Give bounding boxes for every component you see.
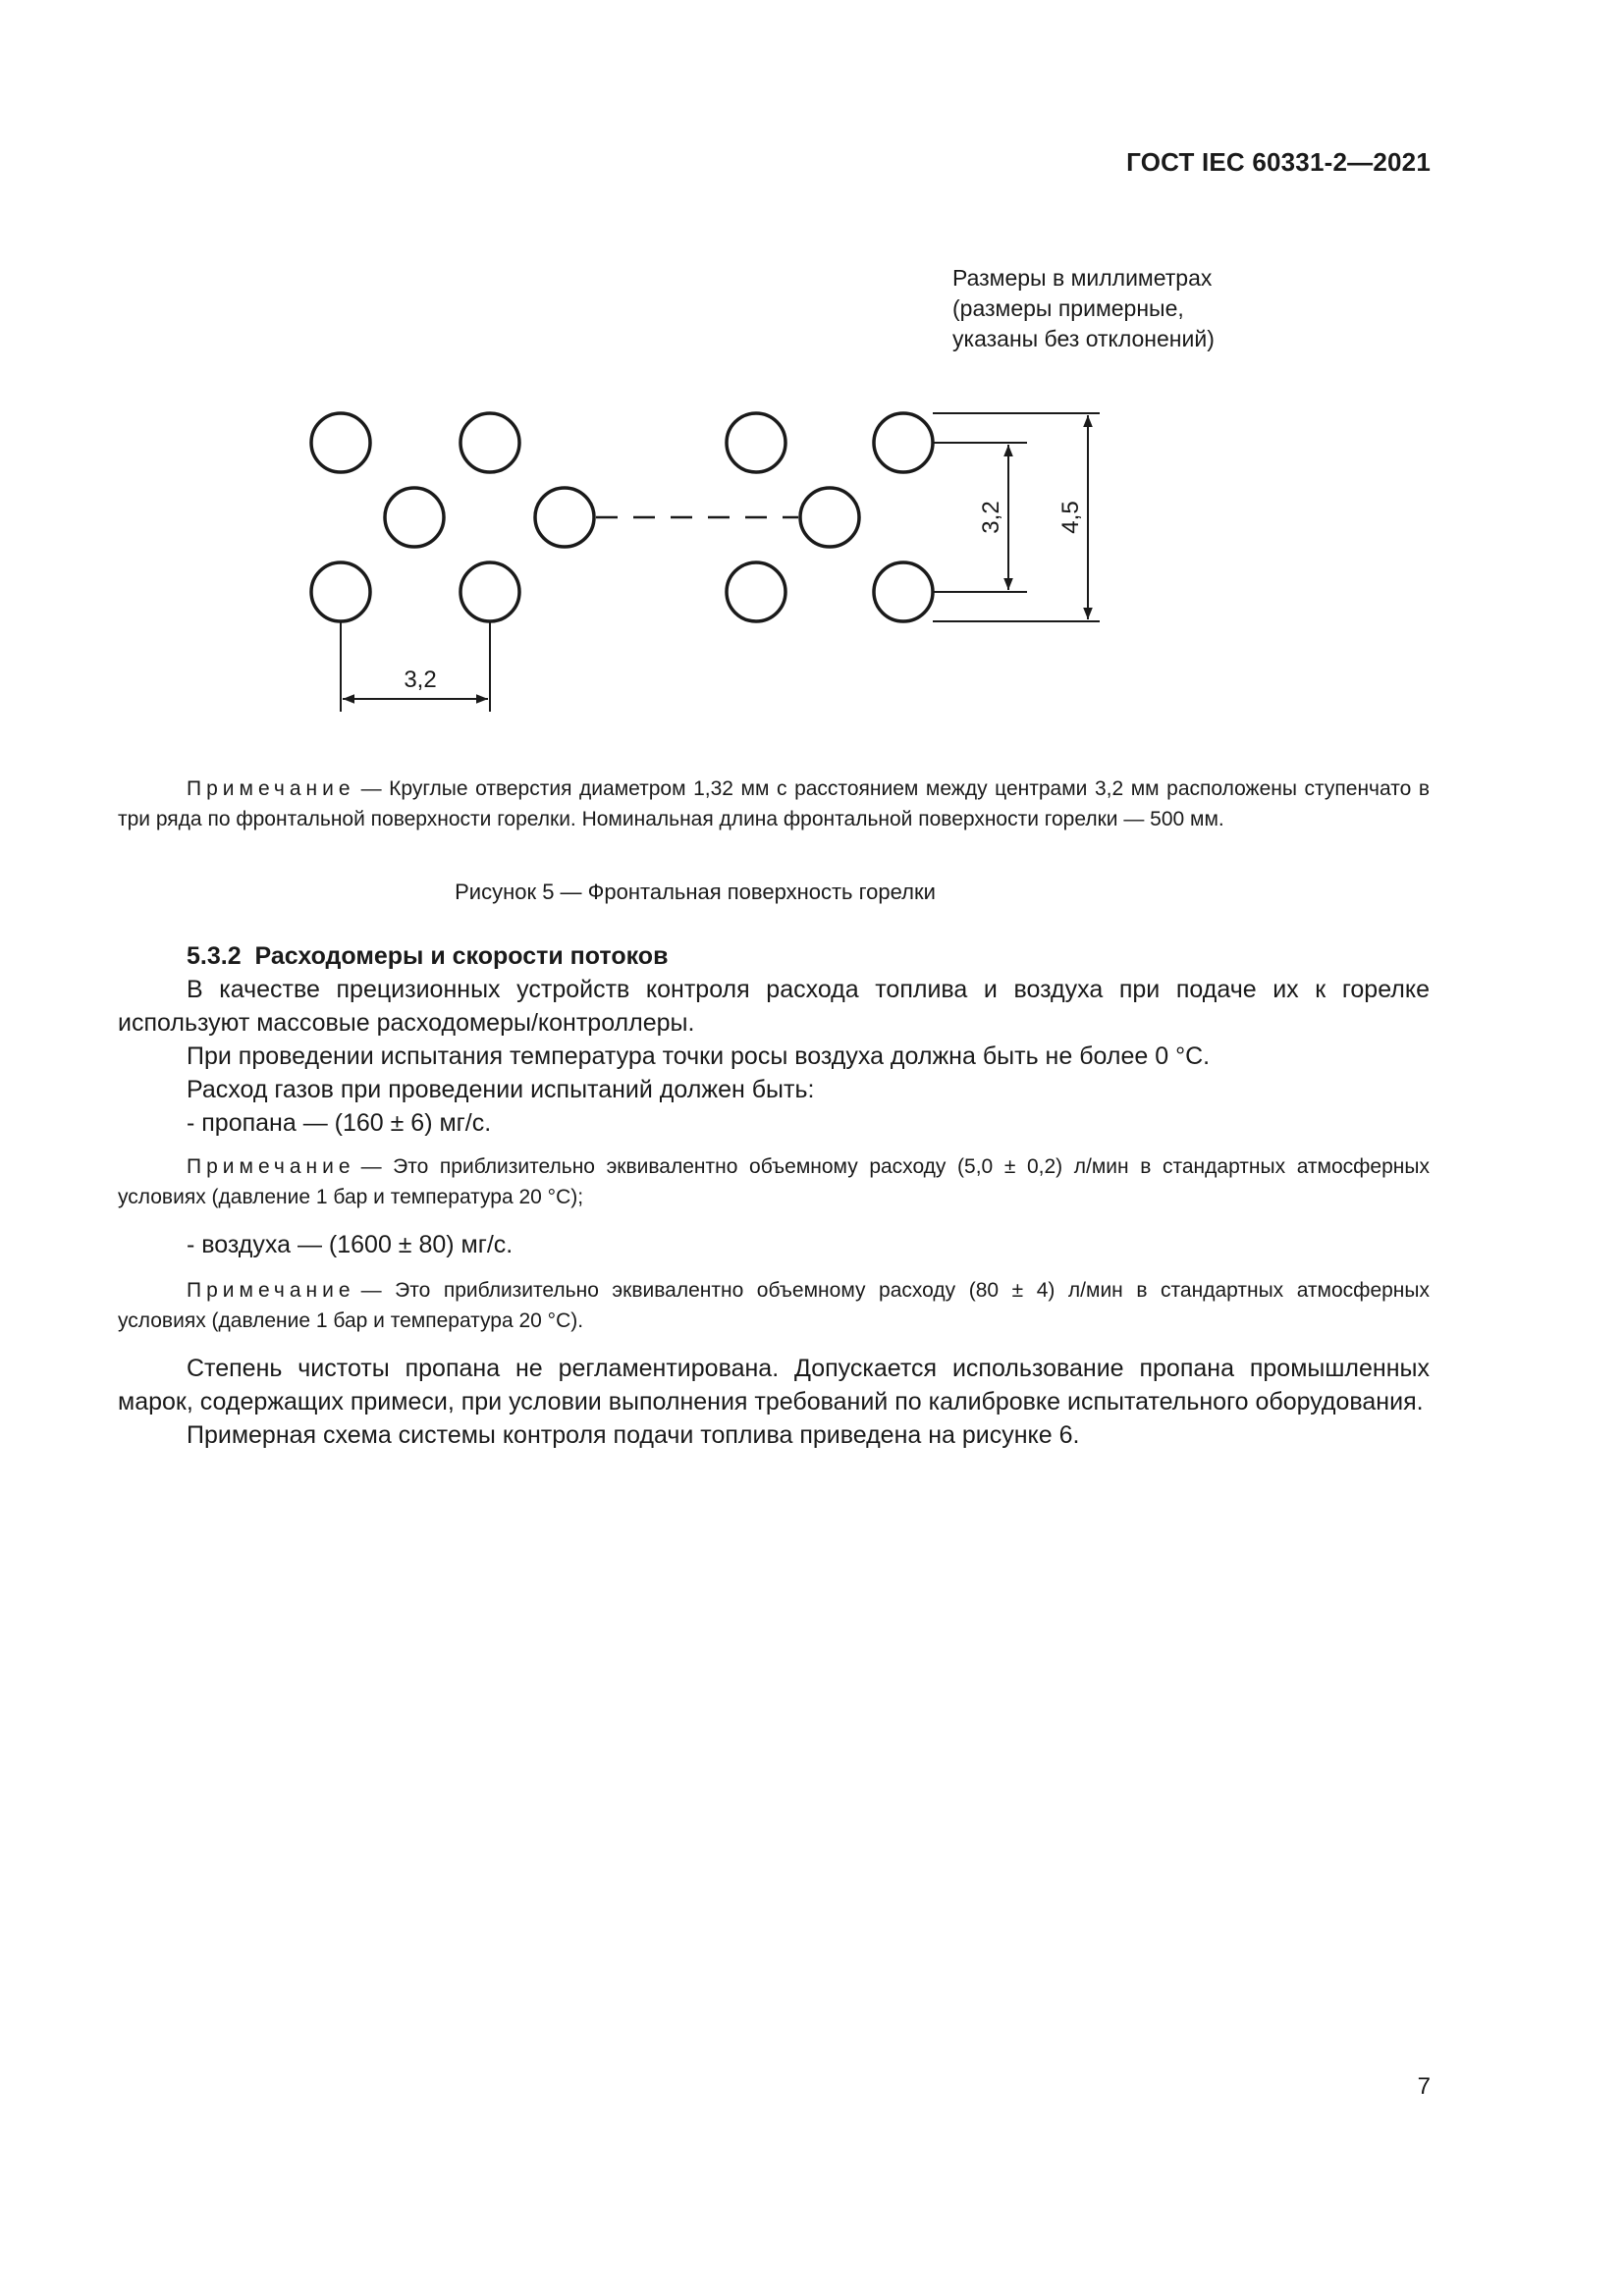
paragraph-2: При проведении испытания температура точки росы воздуха должна быть не более 0 °С. xyxy=(187,1042,1211,1070)
note-propane xyxy=(118,1151,1430,1212)
section-title: Расходомеры и скорости потоков xyxy=(254,942,669,970)
figure-note-label: Примечание xyxy=(187,777,355,800)
note-air-label: Примечание xyxy=(187,1279,355,1302)
burner-face-figure xyxy=(0,0,1624,746)
paragraph-1: В качестве прецизионных устройств контроля расхода топлива и воздуха при подаче их к горелке используют массовые расходомеры/контроллеры. xyxy=(118,976,1430,1037)
figure-note-text: — Круглые отверстия диаметром 1,32 мм с расстоянием между центрами 3,2 мм расположены ступенчато в три ряда по фронтальной поверхности горелки. Номинальная длина фронтальной поверхности горелки — 500 мм. xyxy=(118,777,1430,830)
hole-circle xyxy=(800,488,859,547)
note-propane-label: Примечание xyxy=(187,1155,355,1178)
list-item-propane: - пропана — (160 ± 6) мг/с. xyxy=(187,1109,492,1137)
section-number: 5.3.2 xyxy=(187,942,242,970)
note-air xyxy=(118,1275,1430,1336)
list-item-air: - воздуха — (1600 ± 80) мг/с. xyxy=(187,1231,514,1258)
section-block-2 xyxy=(118,1352,1430,1452)
hole-circle xyxy=(311,413,370,472)
dimensions-line-2: (размеры примерные, xyxy=(952,295,1184,321)
hole-circle xyxy=(460,562,519,621)
hole-circle xyxy=(874,562,933,621)
hole-circle xyxy=(385,488,444,547)
hole-circle xyxy=(311,562,370,621)
horizontal-dimension-label: 3,2 xyxy=(404,667,437,693)
hole-circle xyxy=(727,562,785,621)
hole-circle xyxy=(727,413,785,472)
hole-circle xyxy=(874,413,933,472)
page-number: 7 xyxy=(1417,2073,1431,2100)
vertical-outer-dimension-label: 4,5 xyxy=(1057,501,1084,534)
note-propane-text: — Это приблизительно эквивалентно объемному расходу (5,0 ± 0,2) л/мин в стандартных атмосферных условиях (давление 1 бар и температура 20 °С); xyxy=(118,1155,1430,1208)
figure-caption: Рисунок 5 — Фронтальная поверхность горелки xyxy=(455,880,936,904)
hole-circle xyxy=(460,413,519,472)
vertical-inner-dimension-label: 3,2 xyxy=(978,501,1004,534)
dimensions-line-1: Размеры в миллиметрах xyxy=(952,265,1213,291)
paragraph-5: Примерная схема системы контроля подачи топлива приведена на рисунке 6. xyxy=(187,1421,1080,1449)
dimensions-line-3: указаны без отклонений) xyxy=(952,326,1215,351)
paragraph-4: Степень чистоты пропана не регламентирована. Допускается использование пропана промышленных марок, содержащих примеси, при условии выполнения требований по калибровке испытательного оборудования. xyxy=(118,1355,1430,1415)
note-air-text: — Это приблизительно эквивалентно объемному расходу (80 ± 4) л/мин в стандартных атмосферных условиях (давление 1 бар и температура 20 °С). xyxy=(118,1279,1430,1332)
standard-header: ГОСТ IEC 60331-2—2021 xyxy=(1126,147,1431,177)
list-item-air-block xyxy=(118,1228,1430,1261)
hole-circle xyxy=(535,488,594,547)
section-heading xyxy=(118,939,1430,973)
figure-note xyxy=(118,774,1430,834)
section-block-1 xyxy=(118,939,1430,1140)
paragraph-3: Расход газов при проведении испытаний должен быть: xyxy=(187,1076,815,1103)
